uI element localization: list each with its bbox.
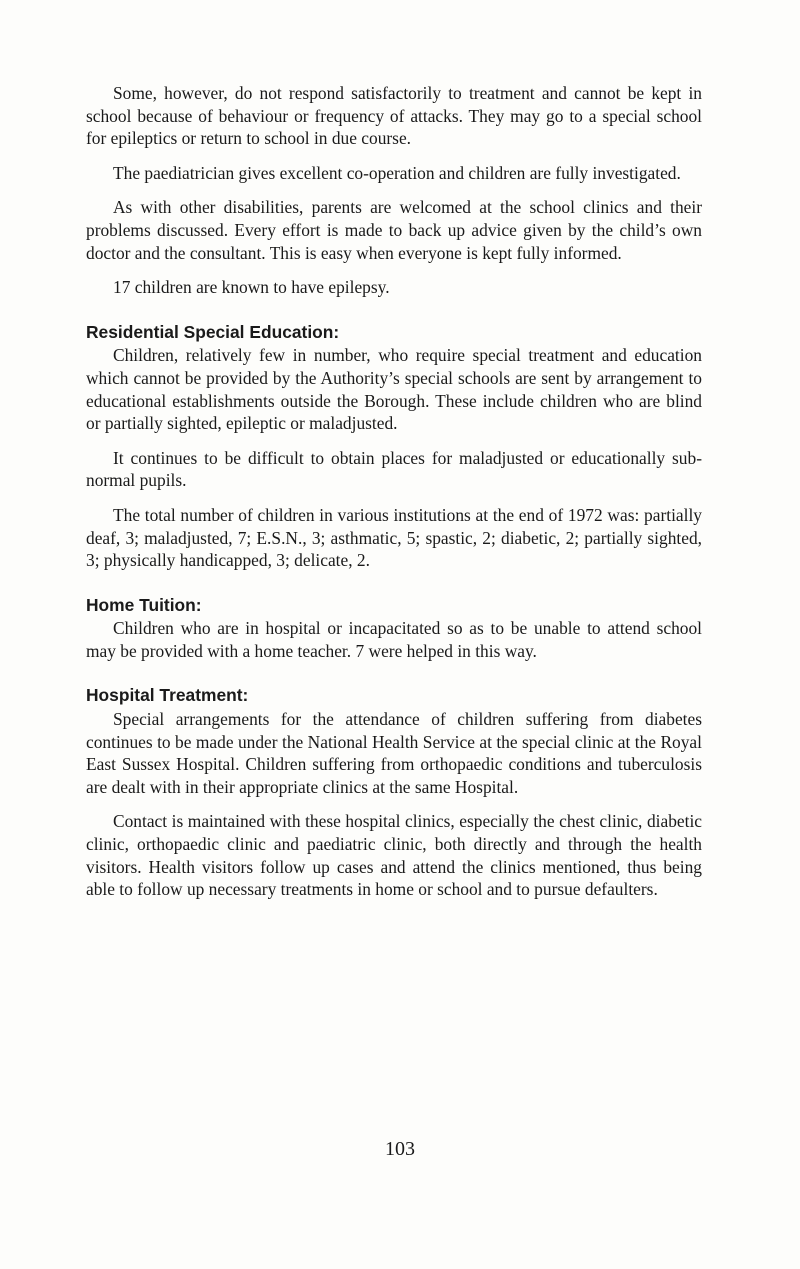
heading-residential-special-education: Residential Special Education: xyxy=(86,321,340,342)
paragraph-residential-intro: Children, relatively few in number, who require special treatment and education which cannot be provided by the Authority’s special schools are sent by arrangement to educational establishments outside the Borough. These include children who are blind or partially sighted, epileptic or maladjusted. xyxy=(86,345,702,434)
paragraph-hospital-arrangements: Special arrangements for the attendance of children suffering from diabetes continues to be made under the National Health Service at the special clinic at the Royal East Sussex Hospital. Children suffering from orthopaedic conditions and tuberculosis are dealt with in their appropriate clinics at the same Hospital. xyxy=(86,709,702,797)
heading-hospital-treatment: Hospital Treatment: xyxy=(86,685,249,706)
paragraph-home-tuition: Children who are in hospital or incapacitated so as to be unable to attend school may be provided with a home teacher. 7 were helped in this way. xyxy=(86,618,702,661)
page-number: 103 xyxy=(385,1138,415,1160)
paragraph-epilepsy-count: 17 children are known to have epilepsy. xyxy=(113,277,390,298)
paragraph-paediatrician: The paediatrician gives excellent co-operation and children are fully investigated. xyxy=(113,162,681,183)
paragraph-residential-totals: The total number of children in various institutions at the end of 1972 was: partially deaf, 3; maladjusted, 7; E.S.N., 3; asthmatic, 5; spastic, 2; diabetic, 2; partially sighted, 3; physically handicapped, 3; delicate, 2. xyxy=(86,504,702,571)
paragraph-parents-clinics: As with other disabilities, parents are welcomed at the school clinics and their problems discussed. Every effort is made to back up advice given by the child’s own doctor and the consultant. This is easy when everyone is kept fully informed. xyxy=(86,197,702,263)
page-body xyxy=(86,82,702,913)
paragraph-epilepsy-schooling: Some, however, do not respond satisfactorily to treatment and cannot be kept in school because of behaviour or frequency of attacks. They may go to a special school for epileptics or return to school in due course. xyxy=(86,83,702,149)
paragraph-residential-places: It continues to be difficult to obtain places for maladjusted or educationally sub-normal pupils. xyxy=(86,447,702,491)
paragraph-hospital-contact: Contact is maintained with these hospital clinics, especially the chest clinic, diabetic clinic, orthopaedic clinic and paediatric clinic, both directly and through the health visitors. Health visitors follow up cases and attend the clinics mentioned, thus being able to follow up necessary treatments in home or school and to pursue defaulters. xyxy=(86,811,702,900)
heading-home-tuition: Home Tuition: xyxy=(86,594,202,615)
